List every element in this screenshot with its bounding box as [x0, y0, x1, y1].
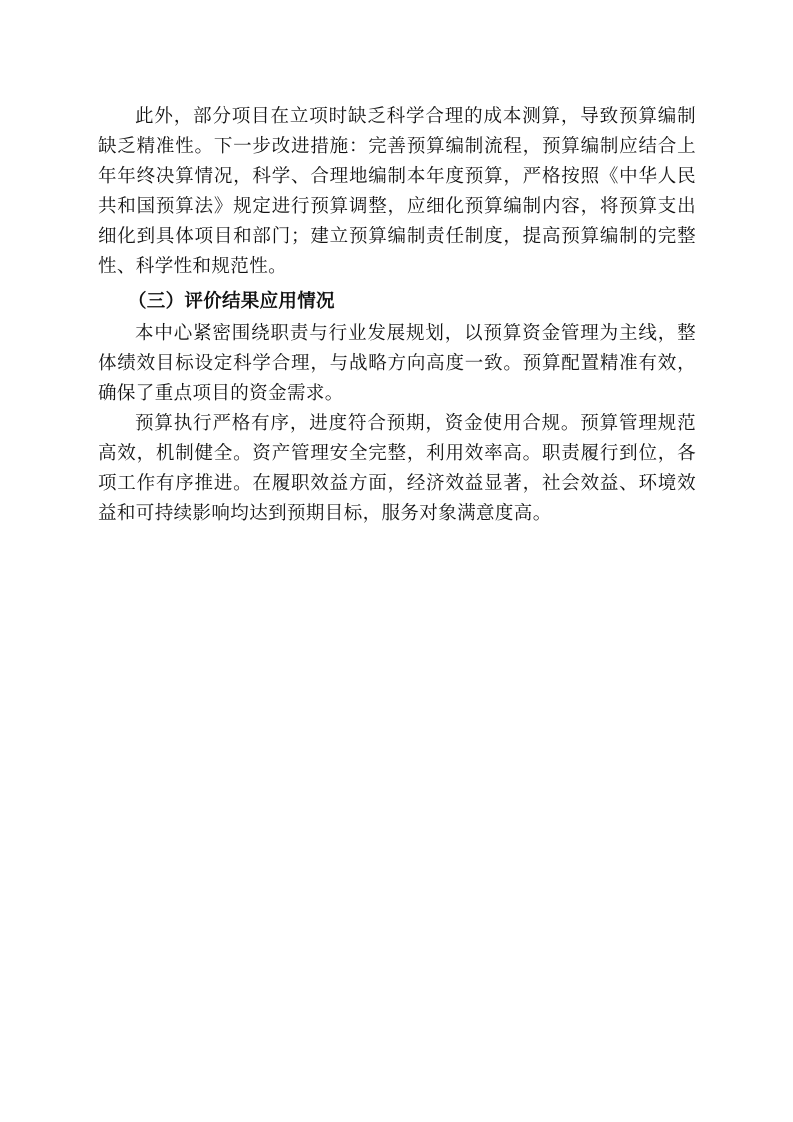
- document-body: [98, 102, 696, 529]
- paragraph-center-overview: 本中心紧密围绕职责与行业发展规划，以预算资金管理为主线，整体绩效目标设定科学合理，与战略方向高度一致。预算配置精准有效，确保了重点项目的资金需求。: [98, 323, 696, 404]
- paragraph-budget-improvement: 此外，部分项目在立项时缺乏科学合理的成本测算，导致预算编制缺乏精准性。下一步改进措施：完善预算编制流程，预算编制应结合上年年终决算情况，科学、合理地编制本年度预算，严格按照《中华人民共和国预算法》规定进行预算调整，应细化预算编制内容，将预算支出细化到具体项目和部门；建立预算编制责任制度，提高预算编制的完整性、科学性和规范性。: [98, 106, 696, 277]
- paragraph-execution-summary: 预算执行严格有序，进度符合预期，资金使用合规。预算管理规范高效，机制健全。资产管理安全完整，利用效率高。职责履行到位，各项工作有序推进。在履职效益方面，经济效益显著，社会效益、环境效益和可持续影响均达到预期目标，服务对象满意度高。: [98, 413, 696, 524]
- section-heading-evaluation-results: （三）评价结果应用情况: [128, 291, 335, 312]
